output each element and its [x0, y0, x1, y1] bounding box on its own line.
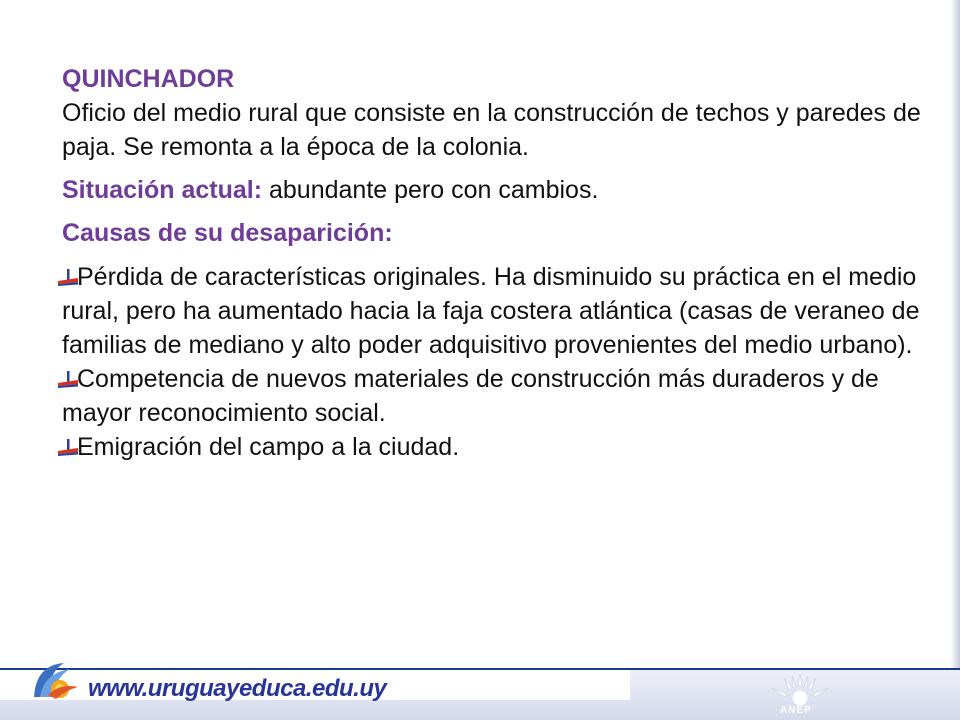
slide-content	[62, 62, 922, 464]
situation-text: abundante pero con cambios.	[262, 176, 599, 204]
list-item	[62, 362, 922, 430]
slide-title: QUINCHADOR	[62, 65, 235, 93]
footer-divider	[0, 668, 960, 670]
footer-url-link[interactable]: www.uruguayeduca.edu.uy	[88, 675, 387, 702]
anep-sun-logo-icon	[762, 672, 838, 706]
list-item	[62, 260, 922, 362]
bullet-icon	[58, 438, 78, 456]
uruguayeduca-logo-icon	[30, 657, 84, 701]
causes-heading: Causas de su desaparición:	[62, 219, 393, 247]
situation-line	[62, 173, 922, 207]
bullet-text: Pérdida de características originales. Ha disminuido su práctica en el medio rural, pero ha aumentado hacia la faja costera atlántica (casas de veraneo de familias de mediano y alto poder adquisitivo provenientes del medio urbano).	[62, 263, 920, 359]
bullet-icon	[58, 370, 78, 388]
bullet-text: Competencia de nuevos materiales de construcción más duraderos y de mayor reconocimiento social.	[62, 365, 879, 427]
bullet-icon	[58, 268, 78, 286]
list-item	[62, 430, 922, 464]
anep-label: ANEP	[780, 705, 812, 716]
situation-label: Situación actual:	[62, 176, 263, 204]
bullet-text: Emigración del campo a la ciudad.	[77, 433, 460, 461]
description-text: Oficio del medio rural que consiste en la construcción de techos y paredes de paja. Se remonta a la época de la colonia.	[62, 99, 921, 161]
causes-list	[62, 260, 922, 464]
right-edge-shade	[950, 0, 960, 668]
